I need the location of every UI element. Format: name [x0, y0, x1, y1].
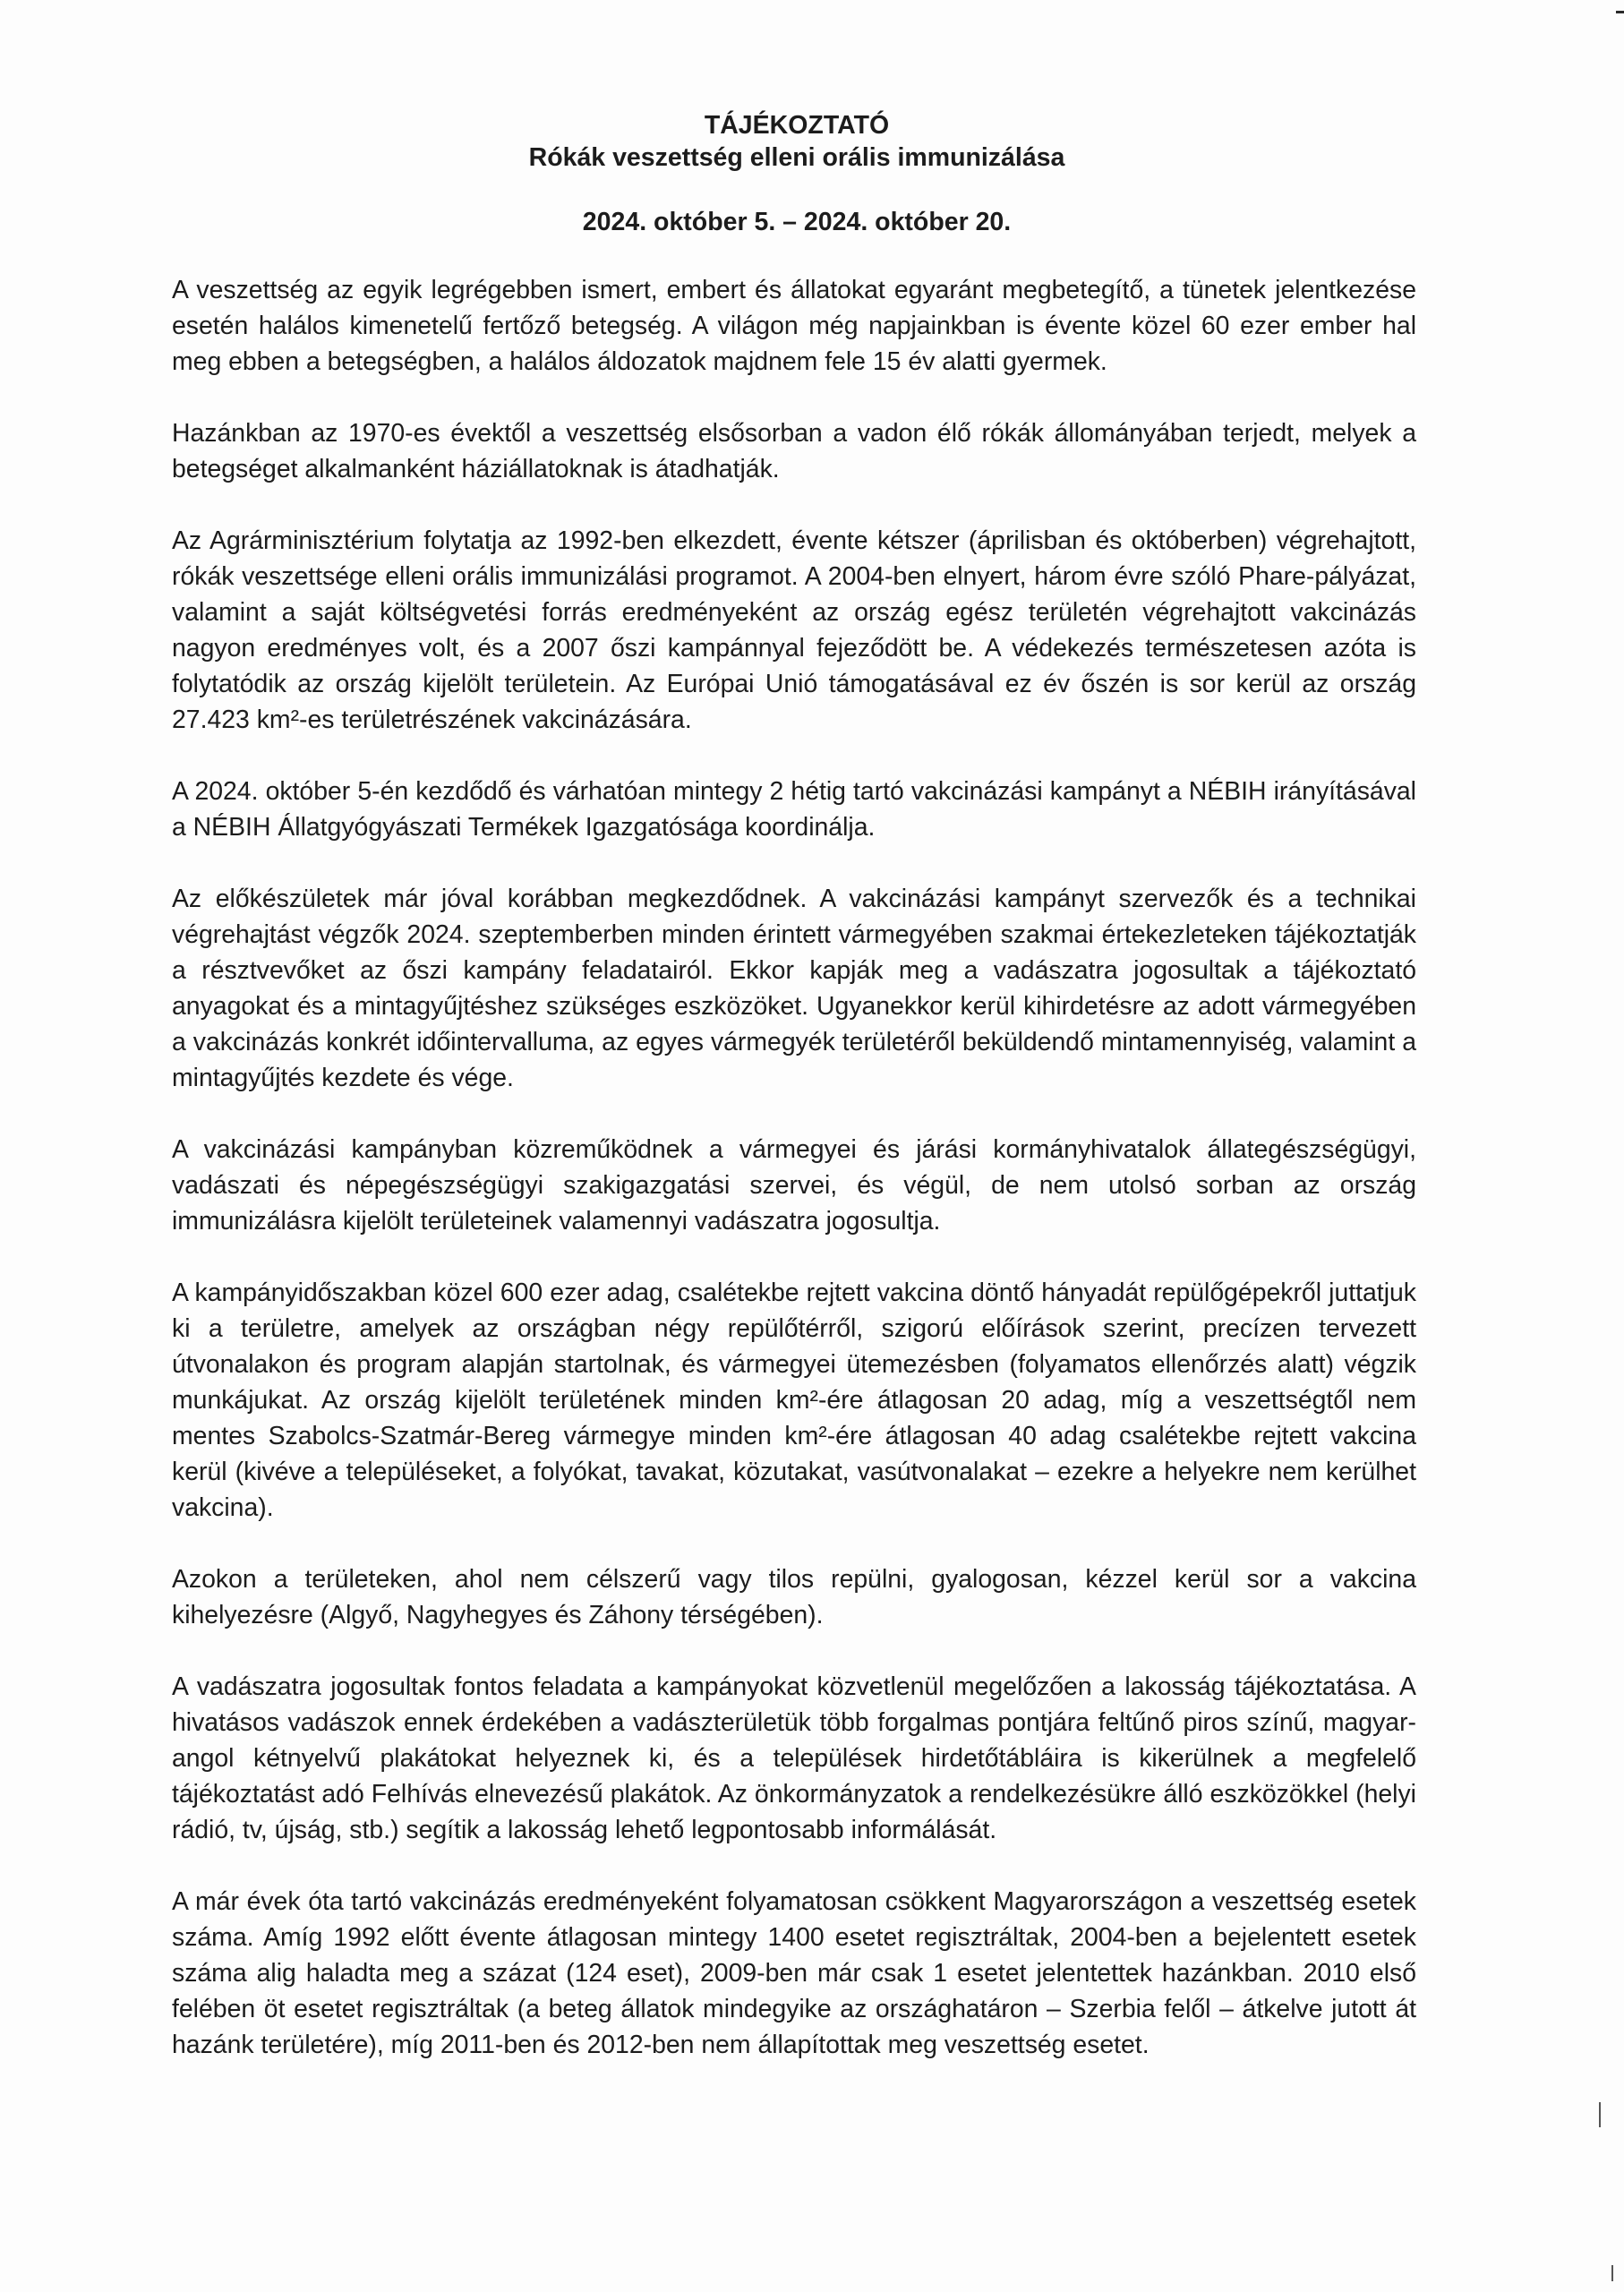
scan-edge-mark [1616, 11, 1624, 13]
paragraph-aerial-distribution: A kampányidőszakban közel 600 ezer adag, csalétekbe rejtett vakcina döntő hányadát repülőgépekről juttatjuk ki a területre, amelyek az országban négy repülőtérről, szigorú előírások szerint, precízen tervezett útvonalakon és program alapján startolnak, és vármegyei ütemezésben (folyamatos ellenőrzés alatt) végzik munkájukat. Az ország kijelölt területének minden km²-ére átlagosan 20 adag, míg a veszettségtől nem mentes Szabolcs-Szatmár-Bereg vármegye minden km²-ére átlagosan 40 adag csalétekbe rejtett vakcina kerül (kivéve a településeket, a folyókat, tavakat, közutakat, vasútvonalakat – ezekre a helyekre nem kerülhet vakcina). [172, 1279, 1416, 1522]
paragraph-public-information: A vadászatra jogosultak fontos feladata a kampányokat közvetlenül megelőzően a lakosság tájékoztatása. A hivatásos vadászok ennek érdekében a vadászterületük több forgalmas pontjára feltűnő piros színű, magyar-angol kétnyelvű plakátokat helyeznek ki, és a települések hirdetőtábláira is kikerülnek a megfelelő tájékoztatást adó Felhívás elnevezésű plakátok. Az önkormányzatok a rendelkezésükre álló eszközökkel (helyi rádió, tv, újság, stb.) segítik a lakosság lehető legpontosabb informálását. [172, 1672, 1416, 1844]
document-header [170, 109, 1423, 238]
document-body [172, 272, 1416, 2099]
paragraph-participants: A vakcinázási kampányban közreműködnek a vármegyei és járási kormányhivatalok állategészségügyi, vadászati és népegészségügyi szakigazgatási szervei, és végül, de nem utolsó sorban az ország immunizálásra kijelölt területeinek valamennyi vadászatra jogosultja. [172, 1135, 1416, 1236]
paragraph-results: A már évek óta tartó vakcinázás eredményeként folyamatosan csökkent Magyarországon a veszettség esetek száma. Amíg 1992 előtt évente átlagosan mintegy 1400 esetet regisztráltak, 2004-ben a bejelentett esetek száma alig haladta meg a százat (124 eset), 2009-ben már csak 1 esetet jelentettek hazánkban. 2010 első felében öt esetet regisztráltak (a beteg állatok mindegyike az országhatáron – Szerbia felől – átkelve jutott át hazánk területére), míg 2011-ben és 2012-ben nem állapítottak meg veszettség esetet. [172, 1887, 1416, 2059]
paragraph-rabies-intro: A veszettség az egyik legrégebben ismert, embert és állatokat egyaránt megbetegítő, a tünetek jelentkezése esetén halálos kimenetelű fertőző betegség. A világon még napjainkban is évente közel 60 ezer ember hal meg ebben a betegségben, a halálos áldozatok majdnem fele 15 év alatti gyermek. [172, 276, 1416, 376]
paragraph-ministry-program: Az Agrárminisztérium folytatja az 1992-ben elkezdett, évente kétszer (áprilisban és októberben) végrehajtott, rókák veszettsége elleni orális immunizálási programot. A 2004-ben elnyert, három évre szóló Phare-pályázat, valamint a saját költségvetési forrás eredményeként az ország egész területén végrehajtott vakcinázás nagyon eredményes volt, és a 2007 őszi kampánnyal fejeződött be. A védekezés természetesen azóta is folytatódik az ország kijelölt területein. Az Európai Unió támogatásával ez év őszén is sor kerül az ország 27.423 km²-es területrészének vakcinázására. [172, 526, 1416, 734]
document-subtitle: Rókák veszettség elleni orális immunizálása [528, 143, 1065, 172]
paragraph-preparations: Az előkészületek már jóval korábban megkezdődnek. A vakcinázási kampányt szervezők és a technikai végrehajtást végzők 2024. szeptemberben minden érintett vármegyében szakmai értekezleteken tájékoztatják a résztvevőket az őszi kampány feladatairól. Ekkor kapják meg a vadászatra jogosultak a tájékoztató anyagokat és a mintagyűjtéshez szükséges eszközöket. Ugyanekkor kerül kihirdetésre az adott vármegyében a vakcinázás konkrét időintervalluma, az egyes vármegyék területéről beküldendő mintamennyiség, valamint a mintagyűjtés kezdete és vége. [172, 885, 1416, 1092]
paragraph-campaign-start: A 2024. október 5-én kezdődő és várhatóan mintegy 2 hétig tartó vakcinázási kampányt a NÉBIH irányításával a NÉBIH Állatgyógyászati Termékek Igazgatósága koordinálja. [172, 777, 1416, 842]
scan-edge-mark [1599, 2102, 1601, 2127]
scan-edge-mark [1611, 2265, 1613, 2281]
paragraph-manual-distribution: Azokon a területeken, ahol nem célszerű vagy tilos repülni, gyalogosan, kézzel kerül sor a vakcina kihelyezésre (Algyő, Nagyhegyes és Záhony térségében). [172, 1565, 1416, 1629]
paragraph-hungary-spread: Hazánkban az 1970-es évektől a veszettség elsősorban a vadon élő rókák állományában terjedt, melyek a betegséget alkalmanként háziállatoknak is átadhatják. [172, 419, 1416, 483]
date-range: 2024. október 5. – 2024. október 20. [582, 208, 1012, 236]
document-title: TÁJÉKOZTATÓ [704, 111, 890, 140]
